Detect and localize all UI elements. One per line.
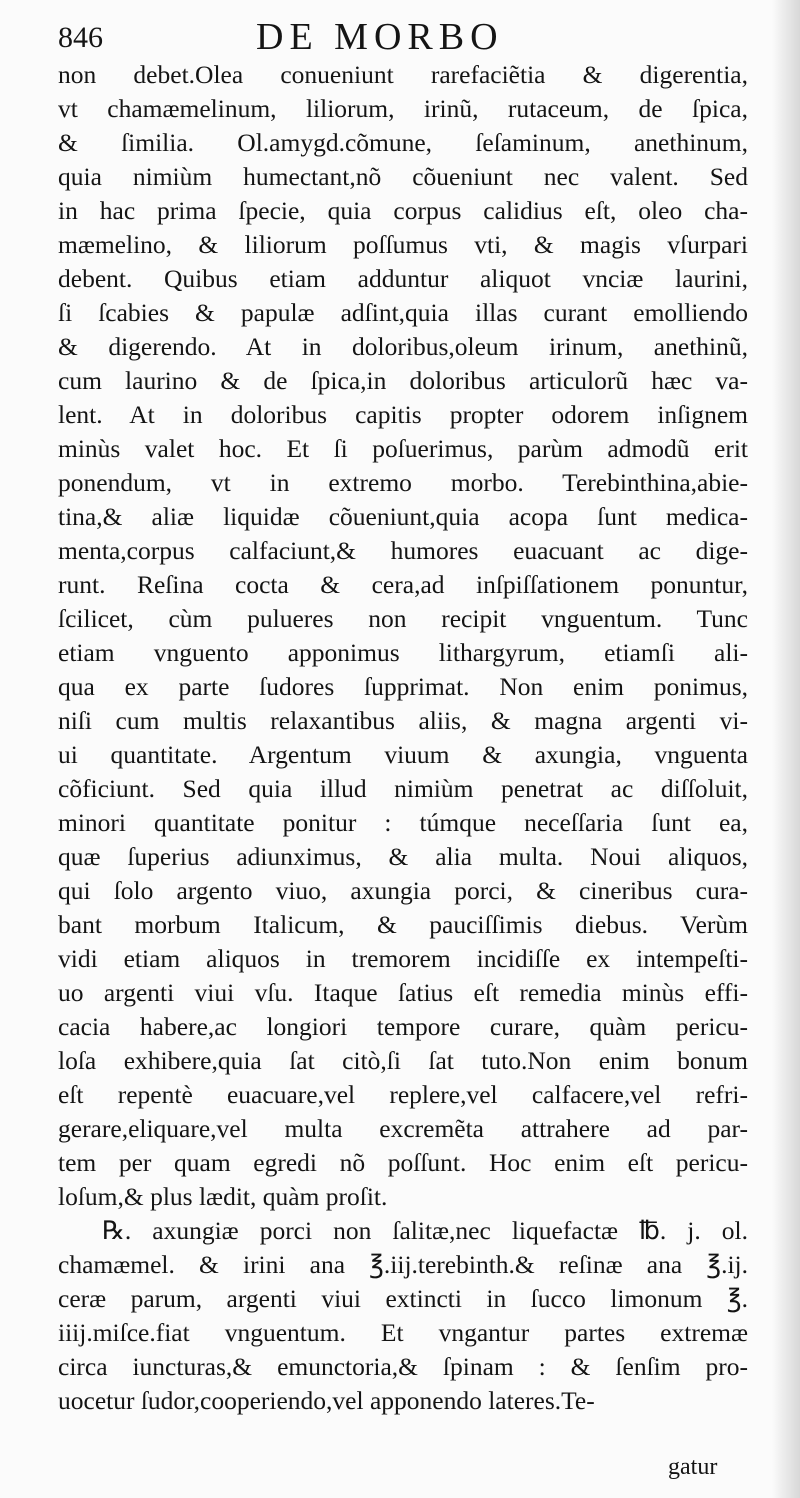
text-line: uo argenti viui vſu. Itaque ſatius eſt remedia minùs effi- <box>58 978 748 1007</box>
running-title: DE MORBO <box>256 16 504 58</box>
text-line: ſcilicet, cùm pulueres non recipit vnguentum. Tunc <box>58 604 748 633</box>
text-line: runt. Reſina cocta & cera,ad inſpiſſationem ponuntur, <box>58 570 748 599</box>
text-line: chamæmel. & irini ana ℥.iij.terebinth.& reſinæ ana ℥.ij. <box>58 1250 748 1279</box>
text-line: niſi cum multis relaxantibus aliis, & magna argenti vi- <box>58 706 748 735</box>
text-line: iiij.miſce.fiat vnguentum. Et vngantur partes extremæ <box>58 1318 748 1347</box>
text-line: gerare,eliquare,vel multa excremẽta attrahere ad par- <box>58 1114 748 1143</box>
text-line: loſa exhibere,quia ſat citò,ſi ſat tuto.Non enim bonum <box>58 1046 748 1075</box>
text-line: ceræ parum, argenti viui extincti in ſucco limonum ℥. <box>58 1284 748 1313</box>
text-line: debent. Quibus etiam adduntur aliquot vnciæ laurini, <box>58 264 748 293</box>
text-line: bant morbum Italicum, & pauciſſimis diebus. Verùm <box>58 910 748 939</box>
text-line: non debet.Olea conueniunt rarefaciẽtia & digerentia, <box>58 60 748 89</box>
text-line: minùs valet hoc. Et ſi poſuerimus, parùm admodũ erit <box>58 434 748 463</box>
text-line: & digerendo. At in doloribus,oleum irinum, anethinũ, <box>58 332 748 361</box>
text-line: & ſimilia. Ol.amygd.cõmune, ſeſaminum, anethinum, <box>58 128 748 157</box>
text-line: etiam vnguento apponimus lithargyrum, etiamſi ali- <box>58 638 748 667</box>
paragraph-main <box>58 58 748 1214</box>
text-line: tina,& aliæ liquidæ cõueniunt,quia acopa ſunt medica- <box>58 502 748 531</box>
body-text <box>58 58 748 1418</box>
text-line: quæ ſuperius adiunximus, & alia multa. Noui aliquos, <box>58 842 748 871</box>
catchword: gatur <box>668 1454 718 1480</box>
text-line: qui ſolo argento viuo, axungia porci, & cineribus cura- <box>58 876 748 905</box>
text-line: vidi etiam aliquos in tremorem incidiſſe ex intempeſti- <box>58 944 748 973</box>
text-line: circa iuncturas,& emunctoria,& ſpinam : & ſenſim pro- <box>58 1352 748 1381</box>
text-line: uocetur ſudor,cooperiendo,vel apponendo lateres.Te- <box>58 1386 595 1415</box>
page-number: 846 <box>58 21 103 54</box>
text-line: eſt repentè euacuare,vel replere,vel calfacere,vel refri- <box>58 1080 748 1109</box>
page-edge-shadow <box>772 0 800 1498</box>
text-line: loſum,& plus lædit, quàm proſit. <box>58 1182 388 1211</box>
text-line: minori quantitate ponitur : túmque neceſſaria ſunt ea, <box>58 808 748 837</box>
text-line: cum laurino & de ſpica,in doloribus articulorũ hæc va- <box>58 366 748 395</box>
text-line: quia nimiùm humectant,nõ cõueniunt nec valent. Sed <box>58 162 748 191</box>
page-header <box>58 14 748 60</box>
text-line: ui quantitate. Argentum viuum & axungia, vnguenta <box>58 740 748 769</box>
text-line: ſi ſcabies & papulæ adſint,quia illas curant emolliendo <box>58 298 748 327</box>
text-line: ℞. axungiæ porci non ſalitæ,nec liquefactæ ℔. j. ol. <box>102 1216 748 1245</box>
text-line: cacia habere,ac longiori tempore curare, quàm pericu- <box>58 1012 748 1041</box>
text-line: tem per quam egredi nõ poſſunt. Hoc enim eſt pericu- <box>58 1148 748 1177</box>
paragraph-recipe <box>58 1214 748 1418</box>
text-line: vt chamæmelinum, liliorum, irinũ, rutaceum, de ſpica, <box>58 94 748 123</box>
text-line: ponendum, vt in extremo morbo. Terebinthina,abie- <box>58 468 748 497</box>
text-line: lent. At in doloribus capitis propter odorem inſignem <box>58 400 748 429</box>
text-line: mæmelino, & liliorum poſſumus vti, & magis vſurpari <box>58 230 748 259</box>
text-line: qua ex parte ſudores ſupprimat. Non enim ponimus, <box>58 672 748 701</box>
text-line: menta,corpus calfaciunt,& humores euacuant ac dige- <box>58 536 748 565</box>
text-line: in hac prima ſpecie, quia corpus calidius eſt, oleo cha- <box>58 196 748 225</box>
text-line: cõficiunt. Sed quia illud nimiùm penetrat ac diſſoluit, <box>58 774 748 803</box>
